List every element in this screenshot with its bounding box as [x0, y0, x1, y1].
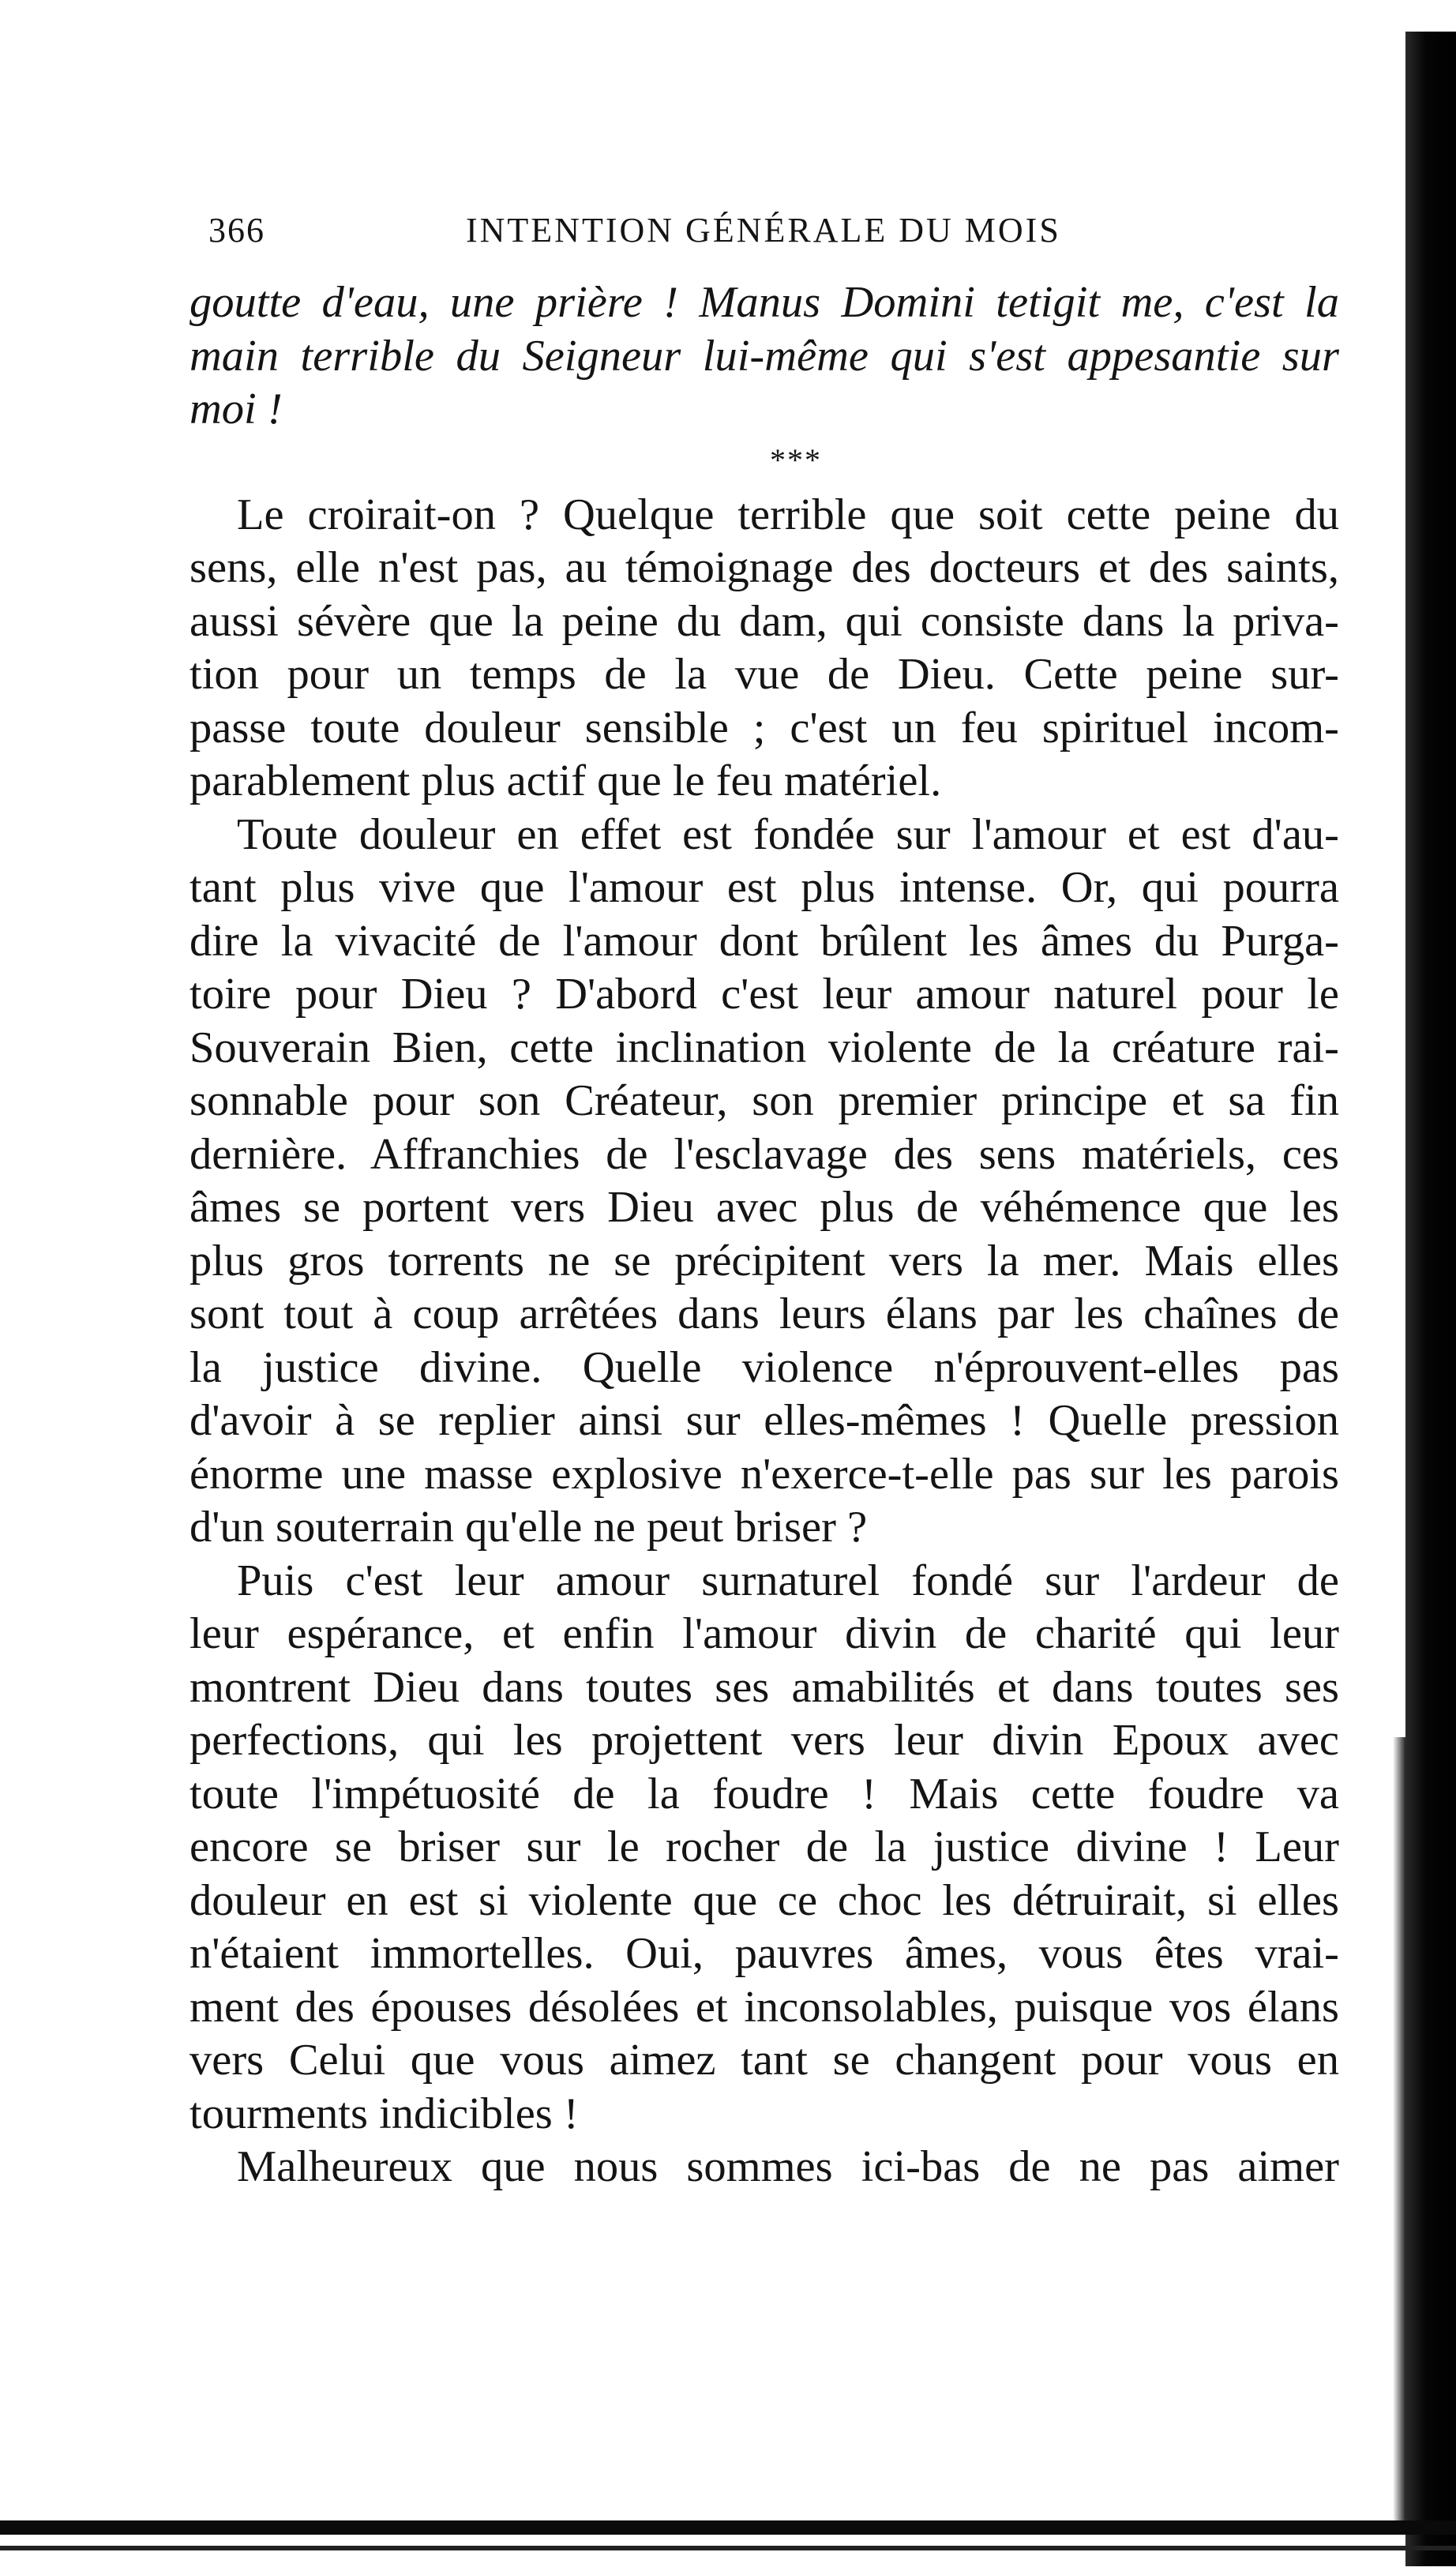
book-page: [190, 210, 1339, 2194]
scan-bottom-edge: [0, 2520, 1456, 2535]
text-line: sens, elle n'est pas, au témoignage des docteurs et des saints,: [190, 543, 1339, 592]
text-line: leur espérance, et enfin l'amour divin de charité qui leur: [190, 1609, 1339, 1658]
text-line: sont tout à coup arrêtées dans leurs élans par les chaînes de: [190, 1289, 1339, 1338]
text-line: énorme une masse explosive n'exerce-t-elle pas sur les parois: [190, 1449, 1339, 1499]
paragraph-1: [190, 489, 1339, 809]
text-line: tion pour un temps de la vue de Dieu. Cette peine sur-: [190, 650, 1339, 699]
paragraph-2: [190, 809, 1339, 1555]
text-line: aussi sévère que la peine du dam, qui consiste dans la priva-: [190, 596, 1339, 646]
text-line: perfections, qui les projettent vers leur divin Epoux avec: [190, 1716, 1339, 1765]
text-line: sonnable pour son Créateur, son premier principe et sa fin: [190, 1076, 1339, 1125]
text-line: toire pour Dieu ? D'abord c'est leur amour naturel pour le: [190, 970, 1339, 1019]
page-edge-gradient: [1393, 1737, 1405, 2527]
page-edge-shadow: [1405, 32, 1456, 2566]
text-line: d'un souterrain qu'elle ne peut briser ?: [190, 1503, 868, 1552]
text-line: Malheureux que nous sommes ici-bas de ne pas aimer: [237, 2142, 1339, 2191]
text-line: n'étaient immortelles. Oui, pauvres âmes, vous êtes vrai-: [190, 1929, 1339, 1978]
scan-bottom-edge-thin: [0, 2546, 1456, 2550]
text-line: Le croirait-on ? Quelque terrible que soit cette peine du: [237, 490, 1339, 539]
text-line: d'avoir à se replier ainsi sur elles-mêmes ! Quelle pression: [190, 1396, 1339, 1445]
text-line: Toute douleur en effet est fondée sur l'amour et est d'au-: [237, 809, 1339, 859]
text-line: âmes se portent vers Dieu avec plus de véhémence que les: [190, 1183, 1339, 1232]
running-head: [190, 210, 1339, 261]
text-line: montrent Dieu dans toutes ses amabilités et dans toutes ses: [190, 1662, 1339, 1712]
body-text: [190, 276, 1339, 437]
text-line: moi !: [190, 385, 283, 434]
paragraph-3: [190, 1555, 1339, 2141]
text-line: main terrible du Seigneur lui-même qui s'est appesantie sur: [190, 331, 1339, 381]
text-line: vers Celui que vous aimez tant se changent pour vous en: [190, 2036, 1339, 2085]
text-line: dire la vivacité de l'amour dont brûlent les âmes du Purga-: [190, 916, 1339, 966]
section-break: ***: [770, 441, 822, 478]
text-line: ment des épouses désolées et inconsolables, puisque vos élans: [190, 1982, 1339, 2032]
text-line: plus gros torrents ne se précipitent vers la mer. Mais elles: [190, 1236, 1339, 1286]
text-line: Puis c'est leur amour surnaturel fondé sur l'ardeur de: [237, 1556, 1339, 1605]
page-number: 366: [208, 211, 265, 250]
text-line: tant plus vive que l'amour est plus intense. Or, qui pourra: [190, 863, 1339, 912]
text-line: parablement plus actif que le feu matériel.: [190, 756, 942, 805]
text-line: passe toute douleur sensible ; c'est un feu spirituel incom-: [190, 703, 1339, 753]
text-line: goutte d'eau, une prière ! Manus Domini tetigit me, c'est la: [190, 278, 1339, 327]
text-line: toute l'impétuosité de la foudre ! Mais cette foudre va: [190, 1769, 1339, 1818]
text-line: encore se briser sur le rocher de la justice divine ! Leur: [190, 1822, 1339, 1871]
running-title: INTENTION GÉNÉRALE DU MOIS: [466, 211, 1061, 250]
text-line: douleur en est si violente que ce choc les détruirait, si elles: [190, 1875, 1339, 1925]
text-line: tourments indicibles !: [190, 2089, 579, 2138]
text-line: dernière. Affranchies de l'esclavage des sens matériels, ces: [190, 1129, 1339, 1179]
paragraph-4: [190, 2141, 1339, 2194]
text-line: Souverain Bien, cette inclination violente de la créature rai-: [190, 1023, 1339, 1072]
text-line: la justice divine. Quelle violence n'éprouvent-elles pas: [190, 1342, 1339, 1392]
